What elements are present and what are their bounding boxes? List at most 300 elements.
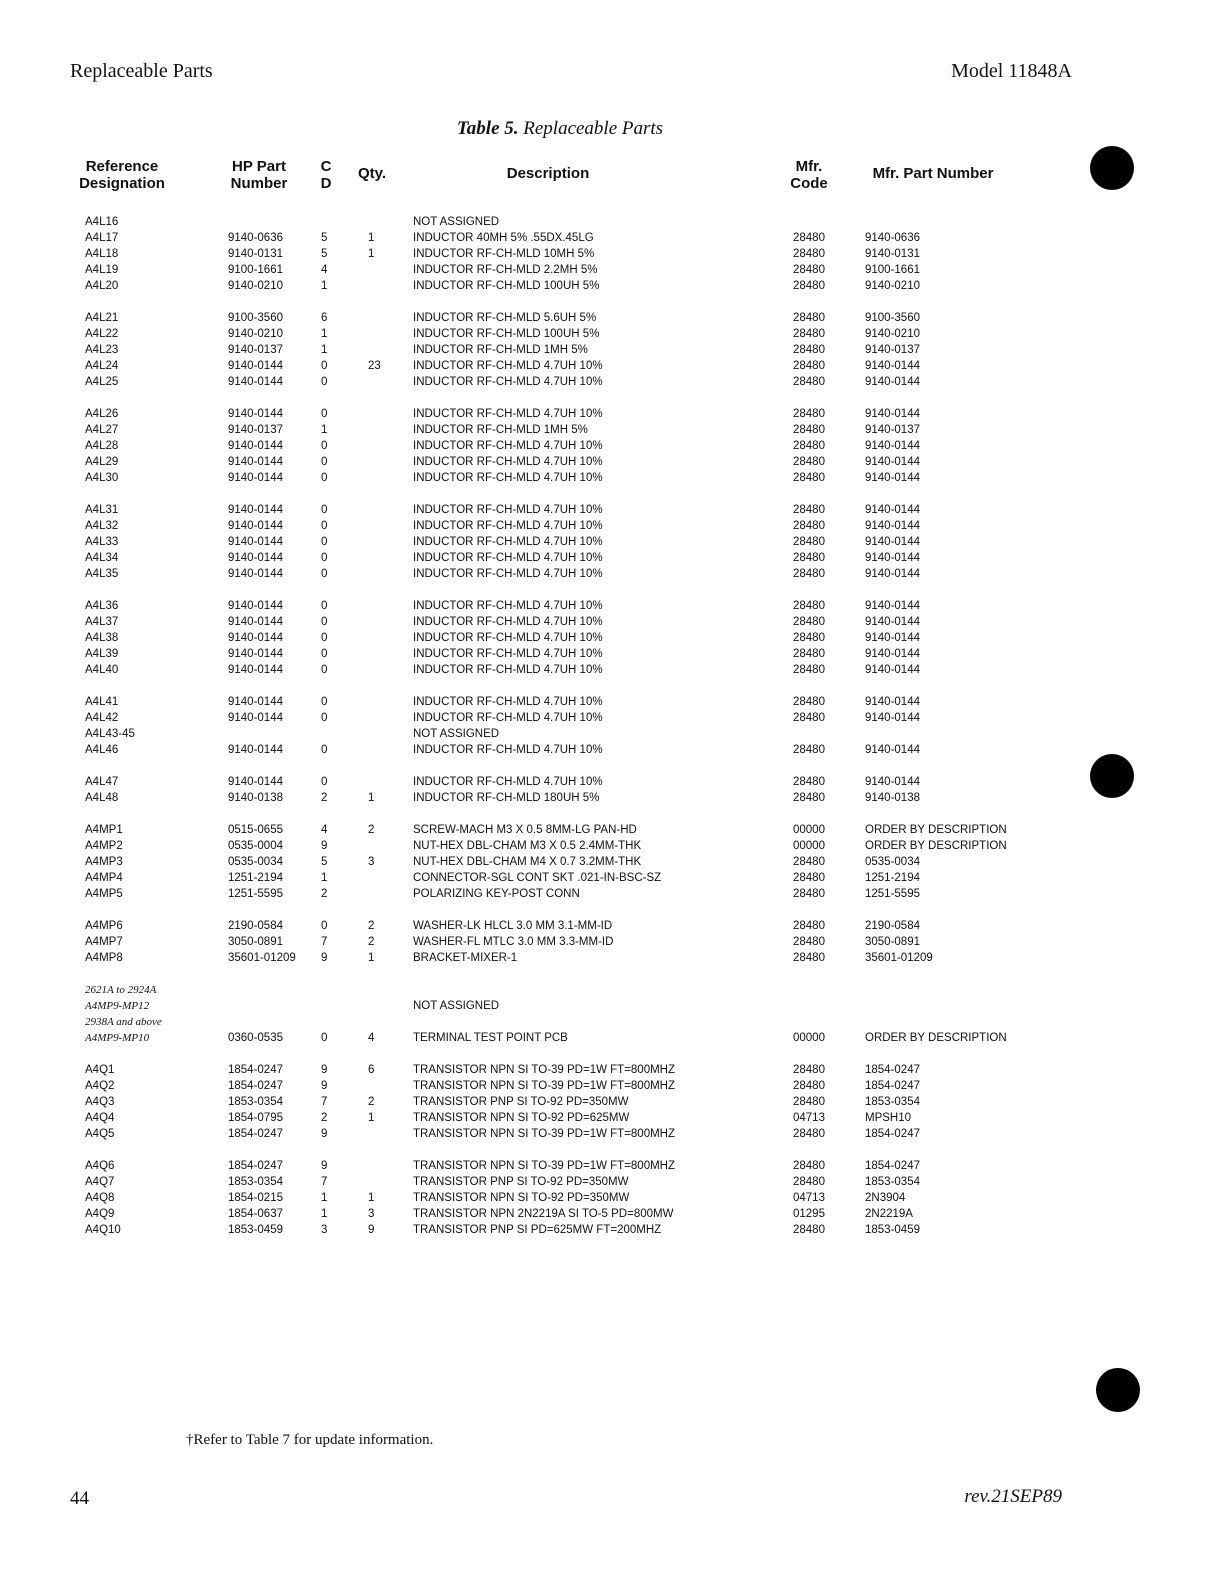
cell-hp: 0535-0004 (228, 840, 283, 852)
cell-desc: INDUCTOR RF-CH-MLD 4.7UH 10% (413, 632, 603, 644)
cell-ref: A4L33 (85, 536, 119, 548)
cell-mpn: 9140-0144 (865, 360, 920, 372)
table-row (0, 646, 1229, 662)
cell-ref: A4MP2 (85, 840, 123, 852)
cell-hp: 9140-0144 (228, 664, 283, 676)
cell-cd: 0 (321, 376, 328, 388)
column-header-mfr-part-number: Mfr. Part Number (872, 165, 994, 182)
cell-mpn: 9140-0144 (865, 616, 920, 628)
cell-mfr: 28480 (793, 504, 825, 516)
cell-qty: 2 (368, 824, 375, 836)
cell-mpn: 3050-0891 (865, 936, 920, 948)
table-row (0, 1110, 1229, 1126)
cell-mpn: 9140-0144 (865, 504, 920, 516)
table-row (0, 454, 1229, 470)
cell-mpn: 1853-0354 (865, 1096, 920, 1108)
cell-cd: 0 (321, 552, 328, 564)
cell-mfr: 28480 (793, 264, 825, 276)
cell-cd: 1 (321, 424, 328, 436)
cell-desc: INDUCTOR RF-CH-MLD 4.7UH 10% (413, 360, 603, 372)
cell-mfr: 28480 (793, 440, 825, 452)
cell-hp: 9140-0144 (228, 536, 283, 548)
cell-mpn: 9140-0144 (865, 776, 920, 788)
cell-mfr: 28480 (793, 632, 825, 644)
cell-ref: A4L16 (85, 216, 119, 228)
cell-hp: 35601-01209 (228, 952, 296, 964)
cell-mpn: 9140-0144 (865, 520, 920, 532)
cell-ref: A4L38 (85, 632, 119, 644)
cell-qty: 4 (368, 1032, 375, 1044)
cell-mpn: 2N2219A (865, 1208, 913, 1220)
cell-hp: 9100-1661 (228, 264, 283, 276)
cell-ref: A4MP9-MP12 (85, 1000, 150, 1012)
cell-mfr: 28480 (793, 872, 825, 884)
cell-ref: A4L23 (85, 344, 119, 356)
cell-mfr: 28480 (793, 376, 825, 388)
cell-cd: 4 (321, 824, 328, 836)
cell-hp: 1853-0354 (228, 1176, 283, 1188)
cell-ref: A4MP6 (85, 920, 123, 932)
cell-desc: TRANSISTOR NPN SI TO-39 PD=1W FT=800MHZ (413, 1128, 676, 1140)
cell-mfr: 28480 (793, 600, 825, 612)
cell-desc: TRANSISTOR NPN SI TO-39 PD=1W FT=800MHZ (413, 1080, 676, 1092)
cell-mpn: 9140-0144 (865, 440, 920, 452)
cell-desc: INDUCTOR RF-CH-MLD 4.7UH 10% (413, 744, 603, 756)
table-row (0, 1078, 1229, 1094)
cell-hp: 3050-0891 (228, 936, 283, 948)
cell-mpn: 9140-0137 (865, 424, 920, 436)
cell-mfr: 04713 (793, 1192, 825, 1204)
table-row (0, 1158, 1229, 1174)
column-header-reference-line1: Reference (85, 158, 159, 175)
cell-ref: A4L20 (85, 280, 119, 292)
cell-qty: 1 (368, 1192, 375, 1204)
table-row (0, 838, 1229, 854)
cell-mpn: 9140-0144 (865, 696, 920, 708)
cell-cd: 9 (321, 1160, 328, 1172)
cell-desc: INDUCTOR RF-CH-MLD 4.7UH 10% (413, 456, 603, 468)
table-row (0, 566, 1229, 582)
cell-ref: A4L27 (85, 424, 119, 436)
cell-hp: 9140-0131 (228, 248, 283, 260)
cell-cd: 6 (321, 312, 328, 324)
cell-desc: NOT ASSIGNED (413, 728, 500, 740)
cell-hp: 1854-0247 (228, 1080, 283, 1092)
column-header-mfr-code-line2: Code (790, 175, 828, 192)
binder-hole-middle (1090, 754, 1134, 798)
cell-hp: 1853-0354 (228, 1096, 283, 1108)
cell-ref: A4MP5 (85, 888, 123, 900)
cell-cd: 9 (321, 1064, 328, 1076)
cell-hp: 1251-5595 (228, 888, 283, 900)
cell-desc: INDUCTOR RF-CH-MLD 100UH 5% (413, 328, 600, 340)
table-row (0, 918, 1229, 934)
cell-desc: INDUCTOR RF-CH-MLD 4.7UH 10% (413, 552, 603, 564)
table-row (0, 1174, 1229, 1190)
cell-hp: 9140-0144 (228, 712, 283, 724)
cell-mfr: 28480 (793, 328, 825, 340)
cell-mfr: 00000 (793, 840, 825, 852)
table-row (0, 342, 1229, 358)
cell-cd: 7 (321, 1096, 328, 1108)
cell-ref: A4Q1 (85, 1064, 115, 1076)
cell-ref: A4MP9-MP10 (85, 1032, 150, 1044)
cell-hp: 1251-2194 (228, 872, 283, 884)
cell-cd: 0 (321, 504, 328, 516)
table-row (0, 246, 1229, 262)
cell-hp: 9140-0144 (228, 600, 283, 612)
cell-cd: 0 (321, 520, 328, 532)
cell-cd: 1 (321, 872, 328, 884)
cell-mfr: 28480 (793, 616, 825, 628)
cell-ref: A4Q5 (85, 1128, 115, 1140)
cell-hp: 9140-0144 (228, 360, 283, 372)
cell-mpn: 1854-0247 (865, 1160, 920, 1172)
table-row (0, 694, 1229, 710)
cell-cd: 9 (321, 1128, 328, 1140)
column-header-mfr-code (782, 158, 836, 192)
cell-mpn: 9140-0210 (865, 280, 920, 292)
cell-ref: A4L31 (85, 504, 119, 516)
cell-desc: INDUCTOR RF-CH-MLD 5.6UH 5% (413, 312, 597, 324)
cell-cd: 1 (321, 1208, 328, 1220)
cell-hp: 9140-0144 (228, 456, 283, 468)
cell-mfr: 28480 (793, 408, 825, 420)
cell-desc: INDUCTOR RF-CH-MLD 4.7UH 10% (413, 504, 603, 516)
cell-cd: 0 (321, 472, 328, 484)
table-row (0, 742, 1229, 758)
cell-mfr: 28480 (793, 232, 825, 244)
cell-cd: 0 (321, 536, 328, 548)
cell-cd: 3 (321, 1224, 328, 1236)
cell-hp: 1854-0215 (228, 1192, 283, 1204)
table-row (0, 1014, 1229, 1030)
cell-mpn: 9140-0144 (865, 632, 920, 644)
cell-mfr: 28480 (793, 1176, 825, 1188)
cell-desc: TRANSISTOR NPN SI TO-39 PD=1W FT=800MHZ (413, 1160, 676, 1172)
cell-mfr: 00000 (793, 824, 825, 836)
table-row (0, 982, 1229, 998)
table-row (0, 1126, 1229, 1142)
running-header-left: Replaceable Parts (70, 60, 213, 82)
cell-hp: 9140-0137 (228, 424, 283, 436)
cell-mfr: 28480 (793, 1080, 825, 1092)
table-row (0, 950, 1229, 966)
cell-hp: 9140-0144 (228, 552, 283, 564)
cell-mpn: 9140-0144 (865, 712, 920, 724)
cell-mfr: 28480 (793, 424, 825, 436)
cell-ref: A4L26 (85, 408, 119, 420)
cell-ref: A4L46 (85, 744, 119, 756)
column-header-qty: Qty. (357, 165, 387, 182)
cell-desc: NOT ASSIGNED (413, 216, 500, 228)
cell-desc: INDUCTOR RF-CH-MLD 4.7UH 10% (413, 376, 603, 388)
cell-hp: 1854-0795 (228, 1112, 283, 1124)
cell-ref: A4Q8 (85, 1192, 115, 1204)
table-row (0, 886, 1229, 902)
cell-desc: TERMINAL TEST POINT PCB (413, 1032, 568, 1044)
cell-mpn: 9100-3560 (865, 312, 920, 324)
cell-ref: A4L19 (85, 264, 119, 276)
cell-mpn: ORDER BY DESCRIPTION (865, 1032, 1007, 1044)
cell-hp: 1854-0247 (228, 1160, 283, 1172)
cell-cd: 5 (321, 248, 328, 260)
table-row (0, 214, 1229, 230)
table-row (0, 710, 1229, 726)
cell-cd: 0 (321, 920, 328, 932)
cell-cd: 9 (321, 952, 328, 964)
cell-qty: 3 (368, 1208, 375, 1220)
cell-mfr: 28480 (793, 856, 825, 868)
cell-mfr: 28480 (793, 1128, 825, 1140)
cell-ref: A4L43-45 (85, 728, 135, 740)
cell-desc: INDUCTOR 40MH 5% .55DX.45LG (413, 232, 594, 244)
cell-mpn: 1853-0354 (865, 1176, 920, 1188)
cell-mpn: 9140-0144 (865, 408, 920, 420)
cell-cd: 7 (321, 936, 328, 948)
cell-mpn: 9140-0636 (865, 232, 920, 244)
cell-desc: INDUCTOR RF-CH-MLD 4.7UH 10% (413, 776, 603, 788)
cell-mfr: 28480 (793, 472, 825, 484)
table-row (0, 726, 1229, 742)
cell-hp: 0515-0655 (228, 824, 283, 836)
cell-desc: TRANSISTOR NPN SI TO-92 PD=350MW (413, 1192, 630, 1204)
cell-qty: 1 (368, 792, 375, 804)
cell-cd: 0 (321, 632, 328, 644)
cell-hp: 9140-0144 (228, 568, 283, 580)
cell-desc: TRANSISTOR PNP SI TO-92 PD=350MW (413, 1176, 629, 1188)
cell-qty: 1 (368, 232, 375, 244)
table-row (0, 518, 1229, 534)
cell-mpn: 9140-0144 (865, 568, 920, 580)
cell-mpn: 9140-0144 (865, 648, 920, 660)
table-row (0, 1206, 1229, 1222)
cell-mpn: 9100-1661 (865, 264, 920, 276)
footnote: †Refer to Table 7 for update information. (186, 1432, 434, 1448)
cell-cd: 1 (321, 1192, 328, 1204)
cell-desc: INDUCTOR RF-CH-MLD 2.2MH 5% (413, 264, 598, 276)
cell-mpn: 9140-0144 (865, 664, 920, 676)
cell-ref: A4L37 (85, 616, 119, 628)
cell-hp: 9140-0144 (228, 632, 283, 644)
column-header-cd (316, 158, 336, 192)
table-row (0, 614, 1229, 630)
table-row (0, 534, 1229, 550)
cell-desc: INDUCTOR RF-CH-MLD 180UH 5% (413, 792, 600, 804)
cell-mfr: 28480 (793, 1224, 825, 1236)
cell-cd: 5 (321, 232, 328, 244)
cell-hp: 9100-3560 (228, 312, 283, 324)
cell-desc: INDUCTOR RF-CH-MLD 100UH 5% (413, 280, 600, 292)
cell-ref: A4MP4 (85, 872, 123, 884)
cell-ref: A4MP7 (85, 936, 123, 948)
table-row (0, 870, 1229, 886)
cell-cd: 0 (321, 568, 328, 580)
column-header-reference (72, 158, 172, 192)
cell-hp: 9140-0144 (228, 472, 283, 484)
cell-ref: A4L39 (85, 648, 119, 660)
cell-hp: 9140-0144 (228, 696, 283, 708)
cell-cd: 0 (321, 712, 328, 724)
cell-cd: 0 (321, 744, 328, 756)
cell-mpn: 1854-0247 (865, 1064, 920, 1076)
cell-mfr: 28480 (793, 664, 825, 676)
cell-hp: 9140-0210 (228, 280, 283, 292)
cell-hp: 1853-0459 (228, 1224, 283, 1236)
cell-cd: 4 (321, 264, 328, 276)
column-header-mfr-code-line1: Mfr. (795, 158, 823, 175)
cell-mpn: 9140-0144 (865, 376, 920, 388)
cell-ref: A4L42 (85, 712, 119, 724)
cell-mfr: 28480 (793, 888, 825, 900)
cell-mfr: 00000 (793, 1032, 825, 1044)
cell-ref: A4Q3 (85, 1096, 115, 1108)
cell-cd: 9 (321, 840, 328, 852)
table-row (0, 790, 1229, 806)
table-row (0, 358, 1229, 374)
cell-mpn: ORDER BY DESCRIPTION (865, 840, 1007, 852)
cell-hp: 9140-0210 (228, 328, 283, 340)
table-title-prefix: Table 5. (456, 118, 519, 139)
cell-mpn: 1854-0247 (865, 1128, 920, 1140)
cell-cd: 0 (321, 360, 328, 372)
table-row (0, 662, 1229, 678)
cell-desc: CONNECTOR-SGL CONT SKT .021-IN-BSC-SZ (413, 872, 662, 884)
cell-cd: 1 (321, 280, 328, 292)
cell-desc: INDUCTOR RF-CH-MLD 4.7UH 10% (413, 568, 603, 580)
cell-ref: A4L35 (85, 568, 119, 580)
cell-mpn: 1854-0247 (865, 1080, 920, 1092)
cell-mfr: 28480 (793, 360, 825, 372)
cell-ref: A4MP8 (85, 952, 123, 964)
table-row (0, 550, 1229, 566)
cell-desc: SCREW-MACH M3 X 0.5 8MM-LG PAN-HD (413, 824, 637, 836)
cell-mpn: 9140-0144 (865, 552, 920, 564)
cell-cd: 0 (321, 664, 328, 676)
cell-desc: INDUCTOR RF-CH-MLD 4.7UH 10% (413, 440, 603, 452)
cell-mpn: 9140-0144 (865, 456, 920, 468)
cell-ref: A4L25 (85, 376, 119, 388)
cell-hp: 1854-0247 (228, 1128, 283, 1140)
cell-mfr: 28480 (793, 1096, 825, 1108)
cell-cd: 0 (321, 440, 328, 452)
cell-desc: WASHER-FL MTLC 3.0 MM 3.3-MM-ID (413, 936, 614, 948)
cell-desc: INDUCTOR RF-CH-MLD 4.7UH 10% (413, 408, 603, 420)
column-header-description: Description (506, 165, 590, 182)
table-row (0, 230, 1229, 246)
cell-mfr: 04713 (793, 1112, 825, 1124)
cell-mpn: 1251-2194 (865, 872, 920, 884)
binder-hole-bottom (1096, 1368, 1140, 1412)
cell-desc: NUT-HEX DBL-CHAM M3 X 0.5 2.4MM-THK (413, 840, 642, 852)
page-number: 44 (70, 1488, 89, 1509)
cell-qty: 2 (368, 936, 375, 948)
cell-cd: 5 (321, 856, 328, 868)
cell-cd: 2 (321, 792, 328, 804)
cell-cd: 2 (321, 888, 328, 900)
cell-mfr: 28480 (793, 568, 825, 580)
cell-hp: 1854-0637 (228, 1208, 283, 1220)
cell-desc: TRANSISTOR NPN SI TO-92 PD=625MW (413, 1112, 630, 1124)
cell-hp: 9140-0144 (228, 744, 283, 756)
cell-ref: A4MP1 (85, 824, 123, 836)
cell-mfr: 28480 (793, 520, 825, 532)
column-header-cd-line2: D (320, 175, 332, 192)
table-title (0, 118, 1120, 140)
cell-desc: INDUCTOR RF-CH-MLD 4.7UH 10% (413, 472, 603, 484)
cell-hp: 0535-0034 (228, 856, 283, 868)
cell-mpn: 9140-0137 (865, 344, 920, 356)
cell-ref: A4L21 (85, 312, 119, 324)
cell-cd: 0 (321, 408, 328, 420)
cell-mpn: 9140-0144 (865, 600, 920, 612)
cell-desc: INDUCTOR RF-CH-MLD 1MH 5% (413, 424, 588, 436)
cell-ref: A4Q9 (85, 1208, 115, 1220)
cell-ref: A4Q10 (85, 1224, 121, 1236)
cell-mfr: 28480 (793, 920, 825, 932)
table-row (0, 1190, 1229, 1206)
table-row (0, 1030, 1229, 1046)
cell-mfr: 28480 (793, 344, 825, 356)
table-row (0, 822, 1229, 838)
cell-desc: TRANSISTOR PNP SI PD=625MW FT=200MHZ (413, 1224, 662, 1236)
cell-hp: 9140-0144 (228, 776, 283, 788)
cell-hp: 9140-0144 (228, 376, 283, 388)
column-header-hp-part (220, 158, 298, 192)
cell-mpn: 9140-0144 (865, 472, 920, 484)
cell-ref: 2621A to 2924A (85, 984, 157, 996)
cell-desc: INDUCTOR RF-CH-MLD 10MH 5% (413, 248, 595, 260)
cell-mpn: 0535-0034 (865, 856, 920, 868)
cell-desc: TRANSISTOR NPN SI TO-39 PD=1W FT=800MHZ (413, 1064, 676, 1076)
table-row (0, 470, 1229, 486)
cell-hp: 9140-0138 (228, 792, 283, 804)
cell-mfr: 28480 (793, 696, 825, 708)
cell-ref: A4L40 (85, 664, 119, 676)
cell-ref: A4MP3 (85, 856, 123, 868)
table-row (0, 854, 1229, 870)
cell-qty: 9 (368, 1224, 375, 1236)
cell-mfr: 28480 (793, 744, 825, 756)
cell-cd: 0 (321, 616, 328, 628)
cell-hp: 9140-0144 (228, 616, 283, 628)
column-header-hp-part-line2: Number (230, 175, 288, 192)
table-row (0, 422, 1229, 438)
cell-qty: 3 (368, 856, 375, 868)
cell-qty: 1 (368, 1112, 375, 1124)
cell-hp: 2190-0584 (228, 920, 283, 932)
cell-ref: A4L18 (85, 248, 119, 260)
cell-mfr: 28480 (793, 280, 825, 292)
cell-mfr: 28480 (793, 312, 825, 324)
table-row (0, 326, 1229, 342)
table-row (0, 374, 1229, 390)
cell-desc: INDUCTOR RF-CH-MLD 4.7UH 10% (413, 664, 603, 676)
table-row (0, 406, 1229, 422)
cell-cd: 1 (321, 328, 328, 340)
cell-mfr: 28480 (793, 648, 825, 660)
cell-mfr: 28480 (793, 1064, 825, 1076)
cell-cd: 7 (321, 1176, 328, 1188)
cell-mpn: ORDER BY DESCRIPTION (865, 824, 1007, 836)
cell-hp: 0360-0535 (228, 1032, 283, 1044)
table-row (0, 1222, 1229, 1238)
cell-hp: 9140-0144 (228, 520, 283, 532)
cell-mpn: 9140-0210 (865, 328, 920, 340)
cell-ref: A4Q7 (85, 1176, 115, 1188)
cell-desc: TRANSISTOR NPN 2N2219A SI TO-5 PD=800MW (413, 1208, 674, 1220)
cell-desc: POLARIZING KEY-POST CONN (413, 888, 580, 900)
